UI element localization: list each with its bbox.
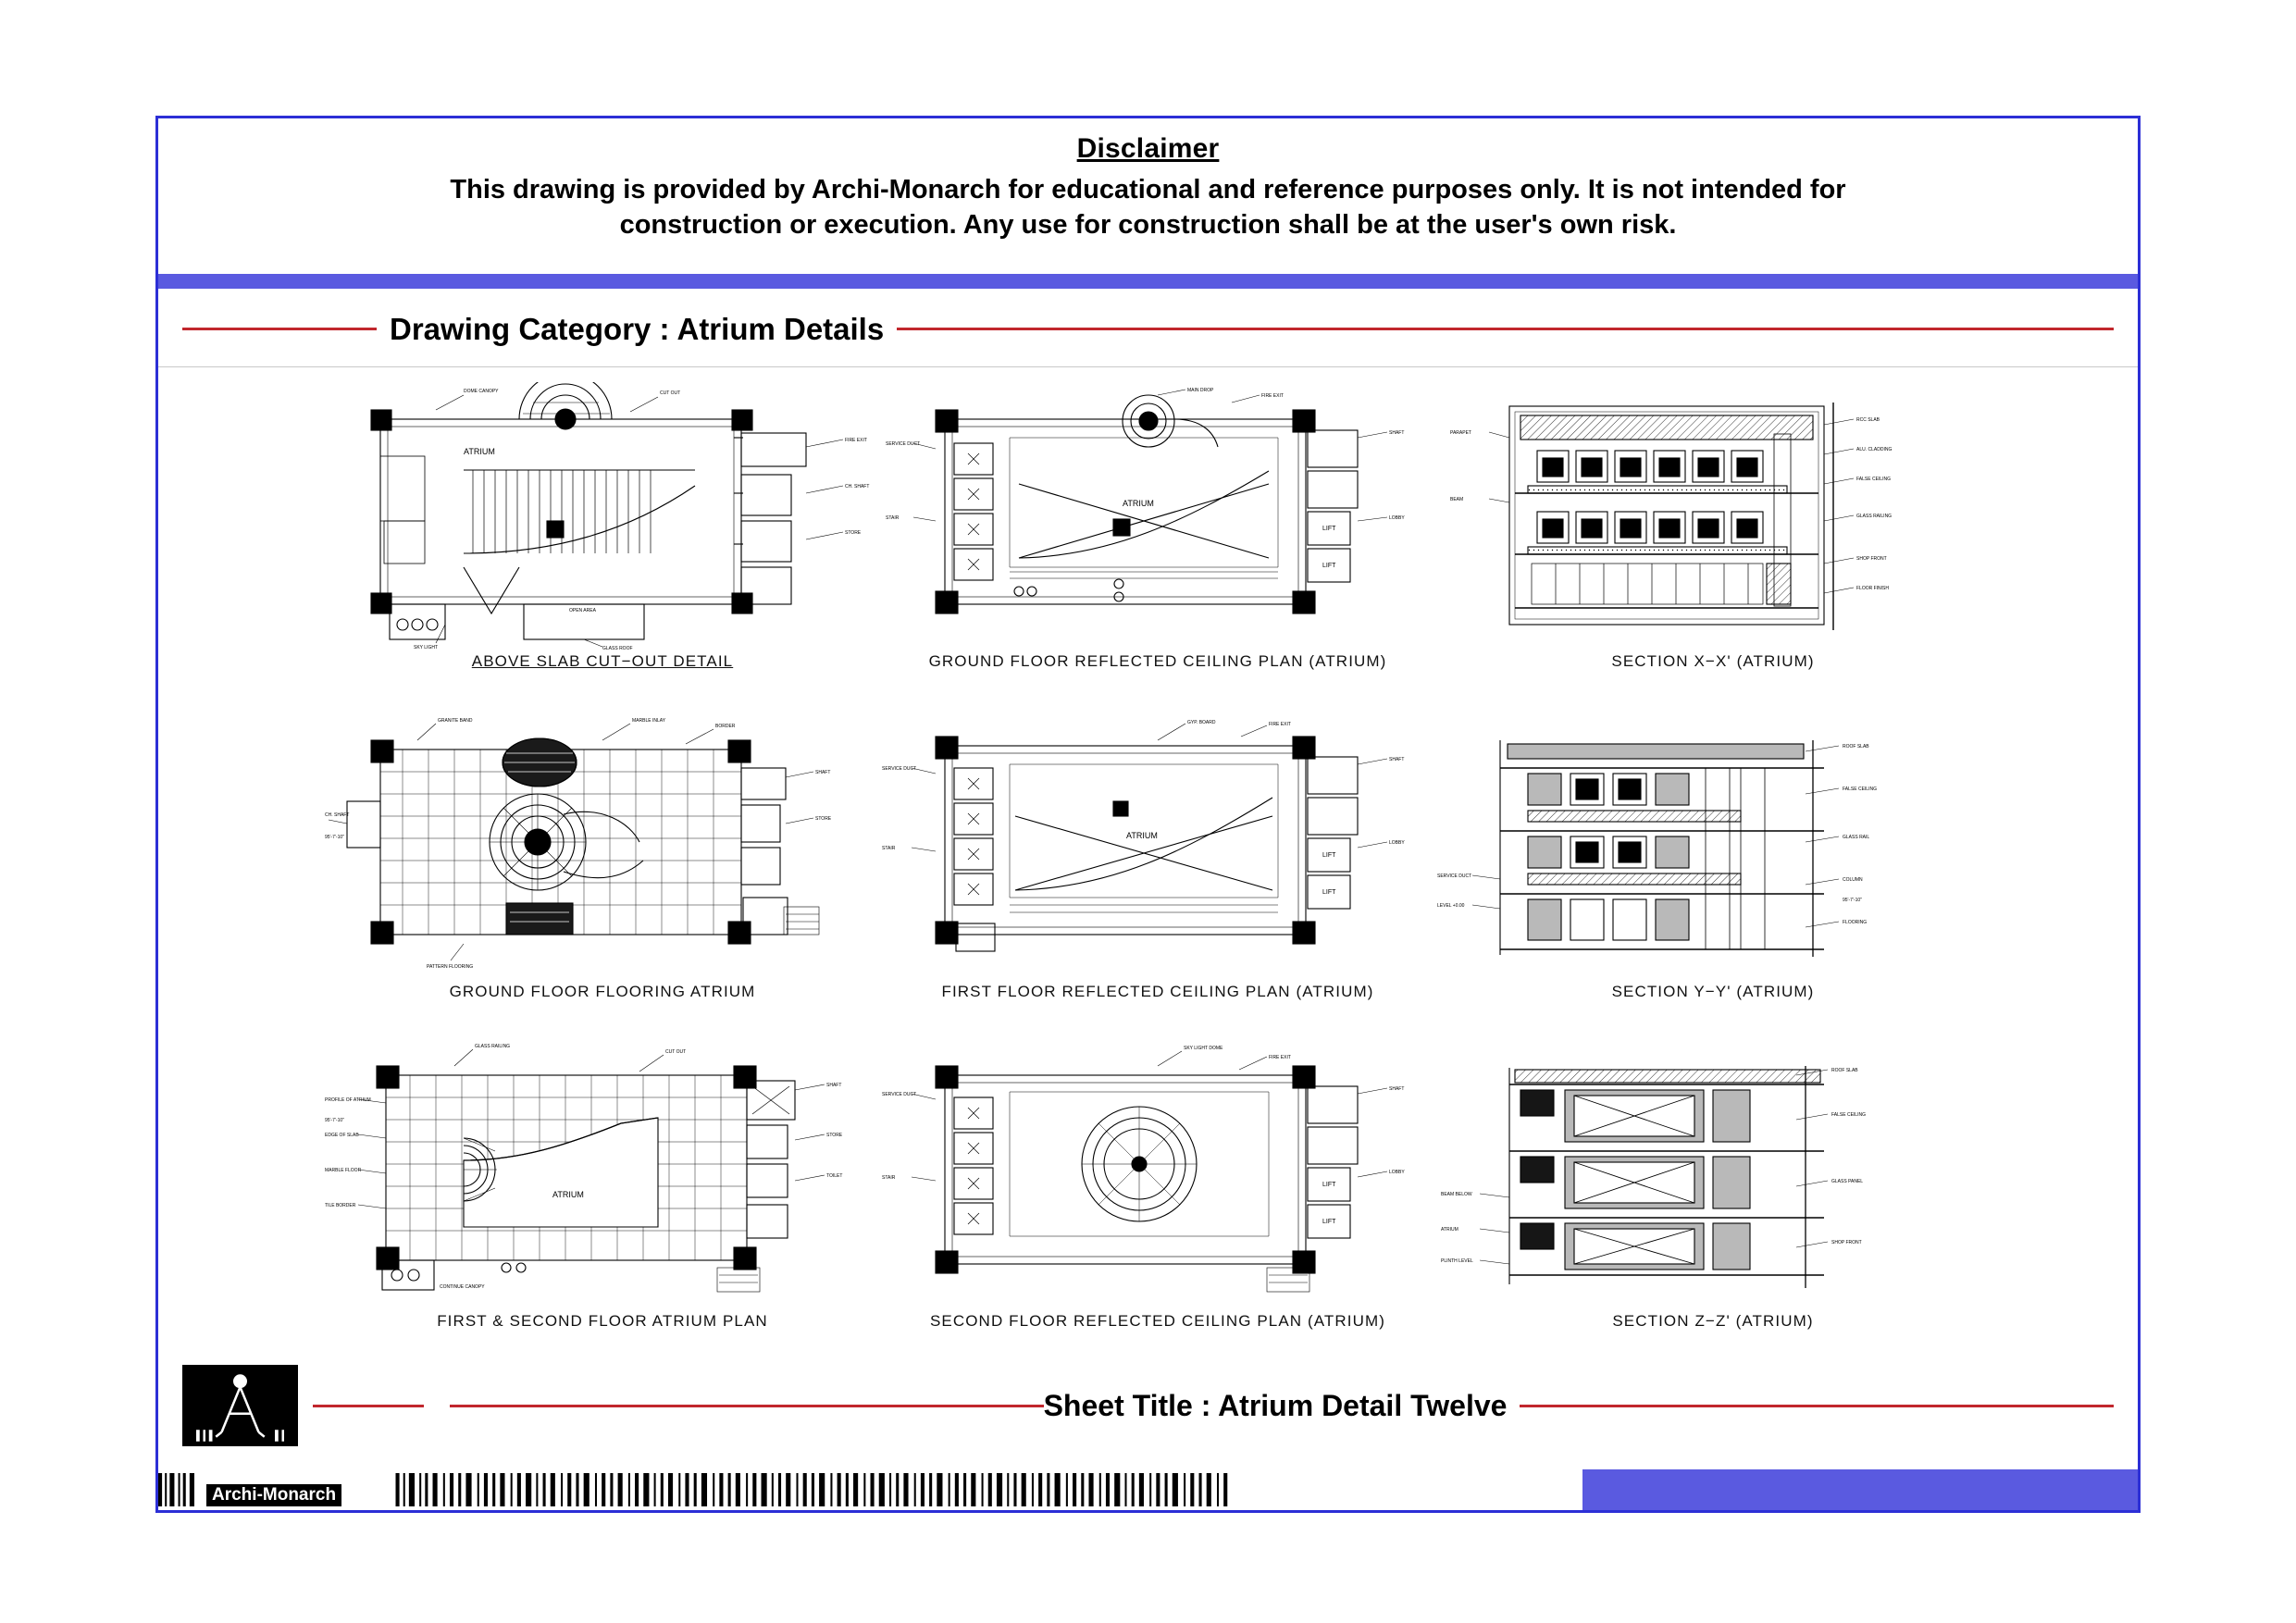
svg-text:CH. SHAFT: CH. SHAFT [325,812,350,818]
svg-text:SHAFT: SHAFT [1389,430,1405,436]
svg-text:GLASS RAILING: GLASS RAILING [475,1044,511,1050]
drawing-cell [880,1042,1435,1372]
svg-text:BEAM: BEAM [1450,497,1464,502]
svg-text:STAIR: STAIR [882,845,896,851]
svg-text:LIFT: LIFT [1322,888,1336,896]
drawing-caption: SECTION X−X' (ATRIUM) [1611,652,1815,670]
svg-text:FLOOR FINISH: FLOOR FINISH [1856,586,1890,591]
svg-text:CONTINUE CANOPY: CONTINUE CANOPY [440,1284,485,1291]
drawing-caption: GROUND FLOOR REFLECTED CEILING PLAN (ATRIUM) [928,652,1387,670]
svg-text:ATRIUM: ATRIUM [1441,1227,1458,1233]
svg-text:DOME CANOPY: DOME CANOPY [464,389,499,394]
drawing-cell [325,382,880,712]
drawing-category-title: Drawing Category : Atrium Details [390,311,885,346]
svg-text:LIFT: LIFT [1322,1182,1336,1189]
svg-text:ALU. CLADDING: ALU. CLADDING [1856,447,1893,452]
drawing-section-xx [1435,382,1991,650]
svg-text:SHOP FRONT: SHOP FRONT [1831,1240,1862,1246]
drawing-caption: FIRST FLOOR REFLECTED CEILING PLAN (ATRIUM) [941,982,1374,1000]
svg-text:95'-7'-10": 95'-7'-10" [325,1118,344,1124]
barcode [158,1469,1582,1510]
svg-text:SKY LIGHT DOME: SKY LIGHT DOME [1184,1046,1223,1052]
drawing-cell [880,382,1435,712]
drawing-caption: ABOVE SLAB CUT−OUT DETAIL [471,652,734,670]
drawing-section-yy [1435,712,1991,981]
svg-text:ATRIUM: ATRIUM [1123,499,1154,508]
archi-monarch-logo [182,1365,298,1446]
svg-text:FLOORING: FLOORING [1843,919,1868,925]
svg-text:SHAFT: SHAFT [1389,756,1405,762]
disclaimer-line-1: This drawing is provided by Archi-Monarch for educational and reference purposes only. It is not intended for [450,175,1846,204]
brand-label: Archi-Monarch [206,1484,341,1506]
drawing-first-floor-rcp [880,712,1435,981]
svg-text:ATRIUM: ATRIUM [464,447,495,456]
svg-text:LOBBY: LOBBY [1389,839,1405,846]
drawing-ground-floor-flooring [325,712,880,981]
drawing-cell [1435,1042,1991,1372]
drawing-cell [325,712,880,1043]
drawing-caption: SECTION Y−Y' (ATRIUM) [1611,982,1815,1000]
drawing-sheet [155,116,2141,1513]
svg-text:STORE: STORE [845,530,862,536]
svg-text:SHAFT: SHAFT [826,1083,842,1089]
svg-text:SERVICE DUCT: SERVICE DUCT [886,441,921,447]
svg-text:BEAM BELOW: BEAM BELOW [1441,1192,1472,1198]
svg-text:LIFT: LIFT [1322,851,1336,859]
svg-text:FALSE CEILING: FALSE CEILING [1843,786,1877,792]
svg-text:LEVEL +0.00: LEVEL +0.00 [1437,902,1465,909]
svg-text:CH. SHAFT: CH. SHAFT [845,484,870,489]
svg-text:STAIR: STAIR [882,1175,896,1182]
svg-text:MARBLE INLAY: MARBLE INLAY [632,717,666,724]
svg-text:ATRIUM: ATRIUM [552,1190,584,1200]
svg-text:STAIR: STAIR [886,515,900,521]
svg-text:CUT OUT: CUT OUT [660,390,681,396]
svg-text:ROOF SLAB: ROOF SLAB [1831,1068,1858,1074]
svg-text:GYP. BOARD: GYP. BOARD [1187,719,1216,725]
svg-text:COLUMN: COLUMN [1843,876,1863,883]
sheet-title: Sheet Title : Atrium Detail Twelve [1043,1388,1508,1422]
disclaimer-text [195,172,2101,243]
drawing-cell [880,712,1435,1043]
drawing-cell [1435,382,1991,712]
svg-text:CUT OUT: CUT OUT [665,1049,687,1056]
drawing-above-slab-cutout [325,382,880,650]
svg-text:BORDER: BORDER [715,723,736,729]
rule-left [182,328,377,330]
svg-text:SERVICE DUCT: SERVICE DUCT [882,1092,917,1098]
svg-text:GLASS PANEL: GLASS PANEL [1831,1179,1864,1185]
drawing-caption: SECTION Z−Z' (ATRIUM) [1612,1312,1814,1331]
svg-text:LIFT: LIFT [1322,526,1336,532]
svg-text:LOBBY: LOBBY [1389,515,1405,521]
header-separator [158,366,2138,367]
drawing-cell [1435,712,1991,1043]
svg-text:LIFT: LIFT [1322,563,1336,569]
disclaimer-title: Disclaimer [1076,133,1220,164]
svg-text:FIRE EXIT: FIRE EXIT [1261,393,1284,399]
svg-text:TILE BORDER: TILE BORDER [325,1203,356,1209]
svg-text:MAIN DROP: MAIN DROP [1187,388,1214,393]
svg-text:STORE: STORE [815,815,832,822]
svg-text:OPEN AREA: OPEN AREA [569,608,596,613]
svg-text:PROFILE OF ATRIUM: PROFILE OF ATRIUM [325,1097,371,1104]
drawing-ground-floor-rcp [880,382,1435,650]
drawing-caption: SECOND FLOOR REFLECTED CEILING PLAN (ATRIUM) [929,1312,1386,1331]
svg-text:SHAFT: SHAFT [1389,1086,1405,1093]
drawing-caption: GROUND FLOOR FLOORING ATRIUM [449,982,756,1000]
svg-text:SERVICE DUCT: SERVICE DUCT [1437,873,1472,879]
svg-text:RCC SLAB: RCC SLAB [1856,417,1880,423]
drawing-second-floor-rcp [880,1042,1435,1310]
svg-text:TOILET: TOILET [826,1173,843,1180]
svg-text:GLASS RAILING: GLASS RAILING [1856,514,1893,519]
svg-text:95'-7'-10": 95'-7'-10" [1843,897,1862,903]
blue-divider-bar [158,274,2138,289]
footer-rule-left [313,1405,424,1407]
svg-text:PLINTH LEVEL: PLINTH LEVEL [1441,1258,1473,1265]
svg-text:STORE: STORE [826,1133,843,1139]
svg-text:SHOP FRONT: SHOP FRONT [1856,556,1887,562]
drawings-grid [325,382,1991,1372]
svg-text:EDGE OF SLAB: EDGE OF SLAB [325,1133,359,1139]
drawing-first-second-floor-plan [325,1042,880,1310]
svg-text:FALSE CEILING: FALSE CEILING [1856,477,1891,482]
svg-text:PATTERN FLOORING: PATTERN FLOORING [427,963,474,970]
disclaimer-block [158,118,2138,253]
footer-blue-bar [1582,1469,2138,1510]
svg-text:MARBLE FLOOR: MARBLE FLOOR [325,1168,362,1174]
svg-text:SKY LIGHT: SKY LIGHT [414,645,439,650]
drawing-category-row [158,294,2138,364]
svg-text:ATRIUM: ATRIUM [1126,830,1158,840]
disclaimer-line-2: construction or execution. Any use for construction shall be at the user's own risk. [619,210,1677,241]
svg-text:FALSE CEILING: FALSE CEILING [1831,1112,1866,1119]
svg-text:LOBBY: LOBBY [1389,1170,1405,1176]
svg-text:LIFT: LIFT [1322,1219,1336,1226]
sheet-title-row [158,1373,2138,1438]
svg-text:95'-7'-10": 95'-7'-10" [325,834,344,840]
drawing-caption: FIRST & SECOND FLOOR ATRIUM PLAN [437,1312,768,1331]
footer-rule-mid [450,1405,1044,1407]
svg-text:FIRE EXIT: FIRE EXIT [845,438,867,443]
footer-strip [158,1469,2138,1510]
drawing-cell [325,1042,880,1372]
svg-text:GRANITE BAND: GRANITE BAND [438,717,473,724]
svg-text:SERVICE DUCT: SERVICE DUCT [882,765,917,772]
svg-text:FIRE EXIT: FIRE EXIT [1269,721,1291,727]
svg-text:FIRE EXIT: FIRE EXIT [1269,1055,1291,1061]
drawing-section-zz [1435,1042,1991,1310]
svg-text:PARAPET: PARAPET [1450,430,1471,436]
svg-text:SHAFT: SHAFT [815,769,831,775]
footer-rule-end [1520,1405,2114,1407]
svg-text:GLASS RAIL: GLASS RAIL [1843,834,1870,840]
rule-right [897,328,2114,330]
svg-text:GLASS ROOF: GLASS ROOF [602,646,633,650]
svg-text:ROOF SLAB: ROOF SLAB [1843,743,1869,750]
